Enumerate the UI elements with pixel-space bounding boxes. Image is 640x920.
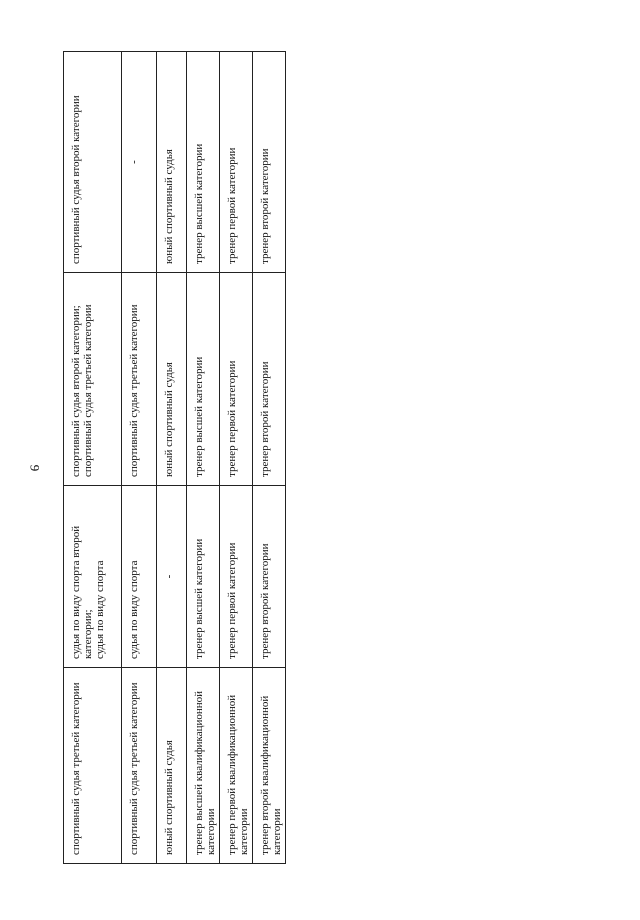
table-cell: тренер первой категории	[220, 486, 253, 668]
table-cell: спортивный судья третьей категории	[122, 668, 157, 864]
table-cell: тренер первой категории	[220, 52, 253, 273]
table-cell: юный спортивный судья	[157, 52, 187, 273]
qualification-table	[63, 51, 286, 864]
table-cell: судья по виду спорта второй категории; судья по виду спорта	[64, 486, 122, 668]
table-cell: спортивный судья третьей категории	[64, 668, 122, 864]
table-row	[122, 52, 157, 864]
rotated-table-wrapper	[63, 52, 283, 864]
table-cell	[122, 52, 157, 273]
table-row	[220, 52, 253, 864]
table-row	[64, 52, 122, 864]
table-cell: тренер второй квалификационной категории	[253, 668, 286, 864]
table-cell: юный спортивный судья	[157, 668, 187, 864]
table-cell: тренер первой квалификационной категории	[220, 668, 253, 864]
table-row	[253, 52, 286, 864]
dash-mark: -	[163, 574, 175, 579]
table-cell: тренер высшей квалификационной категории	[187, 668, 220, 864]
table-cell: спортивный судья второй категории	[64, 52, 122, 273]
table-cell: тренер высшей категории	[187, 486, 220, 668]
table-cell: спортивный судья второй категории; спортивный судья третьей категории	[64, 273, 122, 486]
table-row	[187, 52, 220, 864]
table-cell: судья по виду спорта	[122, 486, 157, 668]
table-cell	[157, 486, 187, 668]
table-cell: тренер высшей категории	[187, 273, 220, 486]
table-cell: тренер второй категории	[253, 486, 286, 668]
table-cell: тренер второй категории	[253, 52, 286, 273]
table-cell: спортивный судья третьей категории	[122, 273, 157, 486]
table-cell: тренер второй категории	[253, 273, 286, 486]
dash-mark: -	[128, 160, 140, 164]
table-cell: тренер первой категории	[220, 273, 253, 486]
table-cell: тренер высшей категории	[187, 52, 220, 273]
table-row	[157, 52, 187, 864]
table-cell: юный спортивный судья	[157, 273, 187, 486]
page-number: 9	[27, 464, 43, 472]
